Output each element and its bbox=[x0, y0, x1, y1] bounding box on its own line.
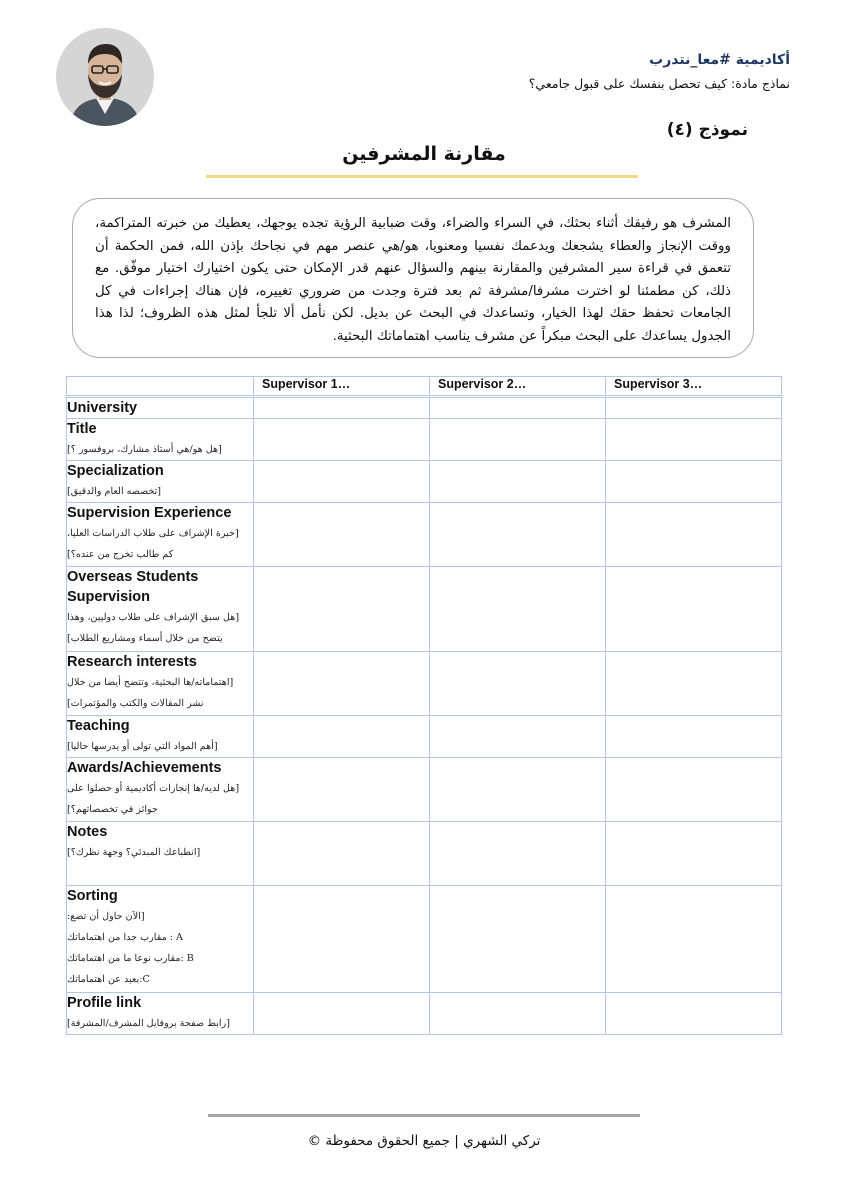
row-hint: [هل هو/هي أستاذ مشارك، بروفسور ؟] bbox=[67, 444, 222, 455]
cell-supervisor-3[interactable] bbox=[606, 503, 782, 567]
cell-supervisor-1[interactable] bbox=[254, 419, 430, 461]
cell-supervisor-3[interactable] bbox=[606, 461, 782, 503]
row-label: University bbox=[67, 400, 138, 416]
row-hint: C:بعيد عن اهتماماتك bbox=[67, 974, 150, 985]
table-row-specialization bbox=[67, 461, 782, 503]
row-hint: نشر المقالات والكتب والمؤتمرات] bbox=[67, 698, 204, 709]
cell-supervisor-1[interactable] bbox=[254, 822, 430, 886]
cell-supervisor-1[interactable] bbox=[254, 993, 430, 1035]
table-row-overseas-supervision bbox=[67, 567, 782, 652]
row-header bbox=[67, 397, 254, 419]
row-hint: [الآن حاول أن تضع: bbox=[67, 911, 145, 922]
column-header-supervisor-1: Supervisor 1… bbox=[254, 377, 430, 397]
row-header bbox=[67, 716, 254, 758]
cell-supervisor-2[interactable] bbox=[430, 758, 606, 822]
copyright-footer: تركي الشهري | جميع الحقوق محفوظة © bbox=[307, 1133, 541, 1149]
course-name: نماذج مادة: كيف تحصل بنفسك على قبول جامعي؟ bbox=[528, 76, 790, 91]
row-header bbox=[67, 503, 254, 567]
row-header bbox=[67, 419, 254, 461]
page-title: مقارنة المشرفين bbox=[342, 143, 506, 165]
cell-supervisor-1[interactable] bbox=[254, 716, 430, 758]
table-row-research-interests bbox=[67, 652, 782, 716]
row-header bbox=[67, 567, 254, 652]
row-hint: [تخصصه العام والدقيق] bbox=[67, 486, 162, 497]
cell-supervisor-3[interactable] bbox=[606, 993, 782, 1035]
row-hint: [هل سبق الإشراف على طلاب دوليين، وهذا bbox=[67, 612, 240, 623]
row-hint: A : مقارب جدا من اهتماماتك bbox=[67, 932, 183, 943]
cell-supervisor-2[interactable] bbox=[430, 461, 606, 503]
row-label: Research interests bbox=[67, 654, 197, 670]
row-label: Notes bbox=[67, 824, 108, 840]
row-label: Supervision Experience bbox=[67, 505, 232, 521]
cell-supervisor-2[interactable] bbox=[430, 567, 606, 652]
cell-supervisor-1[interactable] bbox=[254, 886, 430, 993]
row-hint: يتضح من خلال أسماء ومشاريع الطلاب] bbox=[67, 633, 223, 644]
row-label: Title bbox=[67, 421, 97, 437]
cell-supervisor-3[interactable] bbox=[606, 716, 782, 758]
cell-supervisor-2[interactable] bbox=[430, 716, 606, 758]
table-header-row bbox=[67, 377, 782, 397]
footer-divider bbox=[208, 1114, 640, 1117]
cell-supervisor-2[interactable] bbox=[430, 503, 606, 567]
row-header bbox=[67, 461, 254, 503]
cell-supervisor-3[interactable] bbox=[606, 419, 782, 461]
cell-supervisor-1[interactable] bbox=[254, 503, 430, 567]
cell-supervisor-3[interactable] bbox=[606, 652, 782, 716]
cell-supervisor-3[interactable] bbox=[606, 758, 782, 822]
cell-supervisor-2[interactable] bbox=[430, 419, 606, 461]
row-header bbox=[67, 822, 254, 886]
cell-supervisor-1[interactable] bbox=[254, 397, 430, 419]
author-portrait-icon bbox=[56, 28, 154, 126]
author-avatar bbox=[56, 28, 154, 126]
cell-supervisor-1[interactable] bbox=[254, 461, 430, 503]
table-row-profile-link bbox=[67, 993, 782, 1035]
row-hint: [رابط صفحة بروفايل المشرف/المشرفة] bbox=[67, 1018, 230, 1029]
row-header bbox=[67, 758, 254, 822]
cell-supervisor-1[interactable] bbox=[254, 758, 430, 822]
intro-box bbox=[72, 198, 754, 358]
table-row-title bbox=[67, 419, 782, 461]
table-row-supervision-experience bbox=[67, 503, 782, 567]
row-hint: جوائز في تخصصاتهم؟] bbox=[67, 804, 158, 815]
row-label: Sorting bbox=[67, 888, 118, 904]
table-row-sorting bbox=[67, 886, 782, 993]
academy-name: أكاديمية #معا_نتدرب bbox=[649, 52, 790, 68]
cell-supervisor-3[interactable] bbox=[606, 822, 782, 886]
row-header bbox=[67, 993, 254, 1035]
row-label: Teaching bbox=[67, 718, 130, 734]
supervisor-comparison-table bbox=[66, 376, 782, 1035]
row-label: Specialization bbox=[67, 463, 164, 479]
cell-supervisor-3[interactable] bbox=[606, 567, 782, 652]
row-label: Profile link bbox=[67, 995, 142, 1011]
cell-supervisor-1[interactable] bbox=[254, 652, 430, 716]
row-header bbox=[67, 886, 254, 993]
cell-supervisor-3[interactable] bbox=[606, 397, 782, 419]
table-row-awards bbox=[67, 758, 782, 822]
row-hint: B :مقارب نوعا ما من اهتماماتك bbox=[67, 953, 194, 964]
row-hint: [خبرة الإشراف على طلاب الدراسات العليا، bbox=[67, 528, 239, 539]
row-hint: كم طالب تخرج من عنده؟] bbox=[67, 549, 174, 560]
cell-supervisor-1[interactable] bbox=[254, 567, 430, 652]
cell-supervisor-2[interactable] bbox=[430, 886, 606, 993]
cell-supervisor-3[interactable] bbox=[606, 886, 782, 993]
table-row-notes bbox=[67, 822, 782, 886]
row-header bbox=[67, 652, 254, 716]
row-hint: [أهم المواد التي تولى أو يدرسها حاليا] bbox=[67, 741, 218, 752]
column-header-supervisor-2: Supervisor 2… bbox=[430, 377, 606, 397]
title-underline bbox=[206, 175, 638, 178]
cell-supervisor-2[interactable] bbox=[430, 822, 606, 886]
row-hint: [اهتماماته/ها البحثية، وتتضح أيضا من خلال bbox=[67, 677, 234, 688]
row-label: Overseas Students Supervision bbox=[67, 569, 199, 605]
table-row-teaching bbox=[67, 716, 782, 758]
column-header-supervisor-3: Supervisor 3… bbox=[606, 377, 782, 397]
cell-supervisor-2[interactable] bbox=[430, 652, 606, 716]
intro-text: المشرف هو رفيقك أثناء بحثك، في السراء والضراء، وقت ضبابية الرؤية تجده يوجهك، يعطيك من خبرته المتراكمة، ووقت الإنجاز والعطاء يشجعك ويدعمك نفسيا ومعنويا، هو/هي عنصر مهم في نجاحك بإذن الله، فمن الحكمة أن تتعمق في قراءة سير المشرفين والمقارنة بينهم والسؤال عنهم قدر الإمكان حتى يكون اختيارك اختيار موفّق. مع ذلك، كن مطمئنا لو اخترت مشرفا/مشرفة ثم بعد فترة وجدت من ضروري تغييره، فإن هناك إجراءات في كل الجامعات تحفظ حقك لهذا الخيار، وتساعدك في البحث عن بديل. لكن نأمل ألا تلجأ لمثل هذه الظروف؛ لذا هذا الجدول يساعدك على البحث مبكراً عن مشرف يناسب اهتماماتك البحثية. bbox=[95, 216, 731, 344]
model-number: نموذج (٤) bbox=[666, 120, 748, 140]
cell-supervisor-2[interactable] bbox=[430, 993, 606, 1035]
row-label: Awards/Achievements bbox=[67, 760, 222, 776]
table-row-university bbox=[67, 397, 782, 419]
cell-supervisor-2[interactable] bbox=[430, 397, 606, 419]
row-hint: [هل لديه/ها إنجازات أكاديمية أو حصلوا على bbox=[67, 783, 240, 794]
header-corner bbox=[67, 377, 254, 397]
row-hint: [انطباعك المبدئي؟ وجهة نظرك؟] bbox=[67, 847, 201, 858]
